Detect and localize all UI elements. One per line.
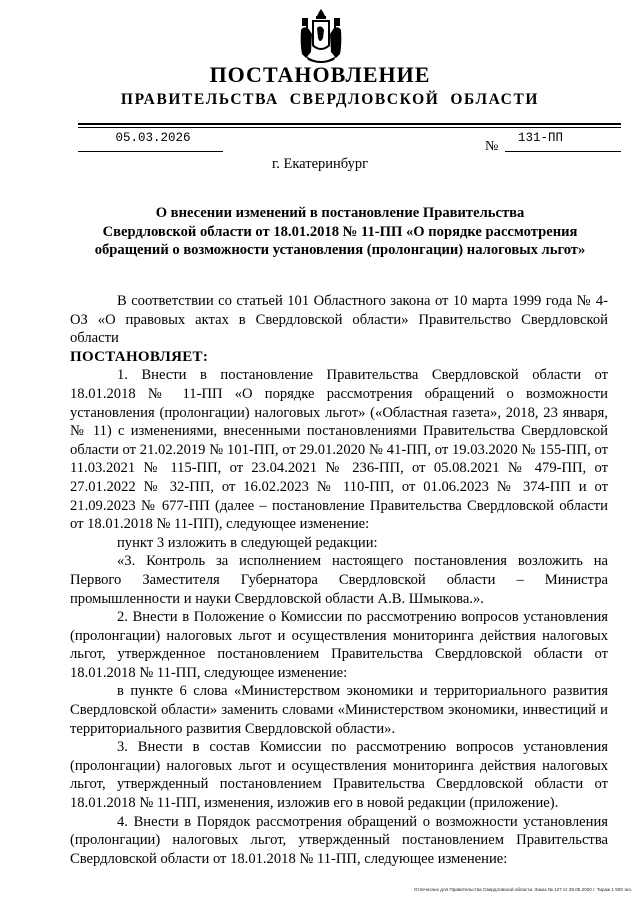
body-paragraph: 2. Внести в Положение о Комиссии по рассмотрению вопросов установления (пролонгации) налоговых льгот и осуществления мониторинга действия налоговых льгот, утвержденное постановлением Правительства Свердловской области от 18.01.2018 № 11-ПП, следующее изменение: — [70, 609, 608, 681]
body-paragraph: 1. Внести в постановление Правительства Свердловской области от 18.01.2018 № 11-ПП «О порядке рассмотрения обращений о возможности установления (пролонгации) налоговых льгот» («Областная газета», 2018, 23 января, № 11) с изменениями, внесенными постановлениями Правительства Свердловской области от 21.02.2019 № 101-ПП, от 29.01.2020 № 41-ПП, от 19.03.2020 № 155-ПП, от 11.03.2021 № 115-ПП, от 23.04.2021 № 236-ПП, от 05.08.2021 № 479-ПП, от 27.01.2022 № 32-ПП, от 16.02.2023 № 110-ПП, от 01.06.2023 № 374-ПП и от 21.09.2023 № 677-ПП (далее – постановление Правительства Свердловской области от 18.01.2018 № 11-ПП), следующее изменение: — [70, 367, 608, 533]
header-rule-thin — [78, 127, 621, 128]
document-date: 05.03.2026 — [115, 131, 191, 145]
body-paragraph: «3. Контроль за исполнением настоящего постановления возложить на Первого Заместителя Губернатора Свердловской области – Министра промышленности и науки Свердловской области А.В. Шмыкова.». — [70, 553, 608, 607]
document-number: 131-ПП — [518, 131, 564, 145]
city-label: г. Екатеринбург — [271, 156, 369, 172]
coat-of-arms-icon — [300, 8, 342, 66]
issuer-title: ПРАВИТЕЛЬСТВА СВЕРДЛОВСКОЙ ОБЛАСТИ — [120, 91, 540, 108]
body-paragraph: пункт 3 изложить в следующей редакции: — [117, 534, 378, 551]
heading-line: обращений о возможности установления (пролонгации) налоговых льгот» — [94, 242, 586, 258]
header-rule-thick — [78, 123, 621, 125]
document-body — [70, 292, 608, 868]
body-paragraph: 4. Внести в Порядок рассмотрения обращений о возможности установления (пролонгации) налоговых льгот, утвержденный постановлением Правительства Свердловской области от 18.01.2018 № 11-ПП, следующее изменение: — [70, 813, 608, 867]
heading-line: О внесении изменений в постановление Правительства — [155, 205, 525, 221]
body-paragraph: в пункте 6 слова «Министерством экономики и территориального развития Свердловской области» заменить словами «Министерством экономики, инвестиций и территориального развития Свердловской области». — [70, 683, 608, 737]
body-paragraph: 3. Внести в состав Комиссии по рассмотрению вопросов установления (пролонгации) налоговых льгот и осуществления мониторинга действия налоговых льгот, утвержденный постановлением Правительства Свердловской области от 18.01.2018 № 11-ПП, изменения, изложив его в новой редакции (приложение). — [70, 739, 608, 812]
preamble-paragraph: В соответствии со статьей 101 Областного закона от 10 марта 1999 года № 4-ОЗ «О правовых актах в Свердловской области» Правительство Свердловской области — [70, 293, 608, 347]
decree-word: ПОСТАНОВЛЯЕТ: — [70, 348, 209, 365]
print-footer-note: Отпечатано для Правительства Свердловской области. Заказ № 127 от 29.05.2020 г. Тираж 1 500 экз. — [413, 887, 632, 892]
number-label: № — [485, 139, 499, 154]
heading-line: Свердловской области от 18.01.2018 № 11-ПП «О порядке рассмотрения — [102, 223, 578, 240]
date-underline — [78, 151, 223, 152]
number-underline — [505, 151, 621, 152]
document-heading — [70, 204, 610, 260]
document-type-title: ПОСТАНОВЛЕНИЕ — [209, 62, 431, 87]
